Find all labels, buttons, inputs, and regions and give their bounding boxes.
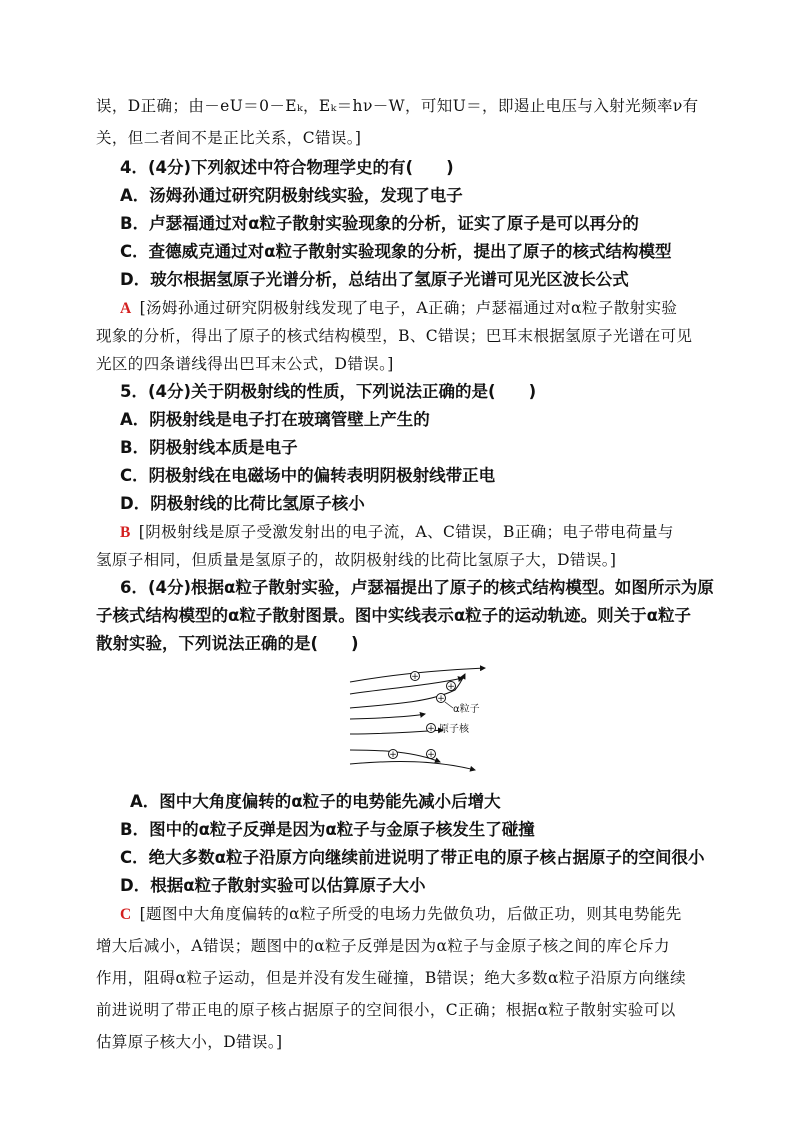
trajectory-bottom — [350, 762, 475, 770]
question-5-stem: 5．(4分)关于阴极射线的性质，下列说法正确的是( ) — [120, 382, 537, 401]
alpha-particle-label: α粒子 — [453, 704, 480, 715]
answer-4-line-3: 光区的四条谱线得出巴耳末公式，D错误。] — [96, 355, 394, 373]
answer-5-letter: B — [120, 524, 131, 541]
answer-6-line-5: 估算原子核大小，D错误。] — [96, 1033, 283, 1051]
question-4-option-d: D．玻尔根据氢原子光谱分析，总结出了氢原子光谱可见光区波长公式 — [120, 270, 629, 289]
plus-sign-2: + — [447, 682, 455, 692]
plus-sign-3: + — [437, 694, 445, 704]
prev-explanation-line-2: 关，但二者间不是正比关系，C错误。] — [96, 129, 362, 147]
answer-6-line-1 — [120, 902, 682, 927]
question-6-option-b: B．图中的α粒子反弹是因为α粒子与金原子核发生了碰撞 — [120, 820, 535, 839]
alpha-scattering-diagram — [345, 664, 495, 779]
question-6-stem-2: 子核式结构模型的α粒子散射图景。图中实线表示α粒子的运动轨迹。则关于α粒子 — [96, 606, 692, 625]
question-6-option-a: A．图中大角度偏转的α粒子的电势能先减小后增大 — [130, 792, 501, 811]
trajectory-reflected — [350, 714, 425, 719]
question-4-option-b: B．卢瑟福通过对α粒子散射实验现象的分析，证实了原子是可以再分的 — [120, 214, 639, 233]
plus-sign-5: + — [389, 750, 397, 760]
question-6-stem-3: 散射实验，下列说法正确的是( ) — [96, 634, 359, 653]
answer-6-line-4: 前进说明了带正电的原子核占据原子的空间很小，C正确；根据α粒子散射实验可以 — [96, 1001, 676, 1019]
answer-4-text-1: [汤姆孙通过研究阴极射线发现了电子，A正确；卢瑟福通过对α粒子散射实验 — [139, 299, 678, 317]
answer-5-text-1: [阴极射线是原子受激发射出的电子流，A、C错误，B正确；电子带电荷量与 — [138, 523, 674, 541]
answer-5-line-2: 氢原子相同，但质量是氢原子的，故阴极射线的比荷比氢原子大，D错误。] — [96, 551, 617, 569]
question-4-option-c: C．查德威克通过对α粒子散射实验现象的分析，提出了原子的核式结构模型 — [120, 242, 672, 261]
answer-6-text-1: [题图中大角度偏转的α粒子所受的电场力先做负功，后做正功，则其电势能先 — [139, 905, 682, 923]
question-6-option-c: C．绝大多数α粒子沿原方向继续前进说明了带正电的原子核占据原子的空间很小 — [120, 848, 705, 867]
question-6-option-d: D．根据α粒子散射实验可以估算原子大小 — [120, 876, 426, 895]
question-4-option-a: A．汤姆孙通过研究阴极射线实验，发现了电子 — [120, 186, 463, 205]
plus-sign-1: + — [411, 672, 419, 682]
answer-6-line-3: 作用，阻碍α粒子运动，但是并没有发生碰撞，B错误；绝大多数α粒子沿原方向继续 — [96, 969, 687, 987]
plus-sign-6: + — [427, 750, 435, 760]
question-5-option-a: A．阴极射线是电子打在玻璃管壁上产生的 — [120, 410, 430, 429]
question-5-option-b: B．阴极射线本质是电子 — [120, 438, 298, 457]
answer-4-line-2: 现象的分析，得出了原子的核式结构模型，B、C错误；巴耳末根据氢原子光谱在可见 — [96, 327, 693, 345]
question-5-option-c: C．阴极射线在电磁场中的偏转表明阴极射线带正电 — [120, 466, 496, 485]
plus-sign-4: + — [427, 724, 435, 734]
answer-5-line-1 — [120, 520, 674, 545]
question-4-stem: 4．(4分)下列叙述中符合物理学史的有( ) — [120, 158, 454, 177]
question-6-stem-1: 6．(4分)根据α粒子散射实验，卢瑟福提出了原子的核式结构模型。如图所示为原 — [120, 578, 714, 597]
prev-explanation-line-1: 误，D正确；由－eU＝0－Eₖ，Eₖ＝hν－W，可知U＝，即遏止电压与入射光频率ν有 — [96, 97, 699, 115]
answer-6-letter: C — [120, 906, 132, 923]
nucleus-label: 原子核 — [439, 724, 469, 735]
answer-6-line-2: 增大后减小，A错误；题图中的α粒子反弹是因为α粒子与金原子核之间的库仑斥力 — [96, 937, 670, 955]
answer-4-letter: A — [120, 300, 132, 317]
answer-4-line-1 — [120, 296, 677, 321]
alpha-label-leader — [445, 702, 453, 708]
question-5-option-d: D．阴极射线的比荷比氢原子核小 — [120, 494, 365, 513]
